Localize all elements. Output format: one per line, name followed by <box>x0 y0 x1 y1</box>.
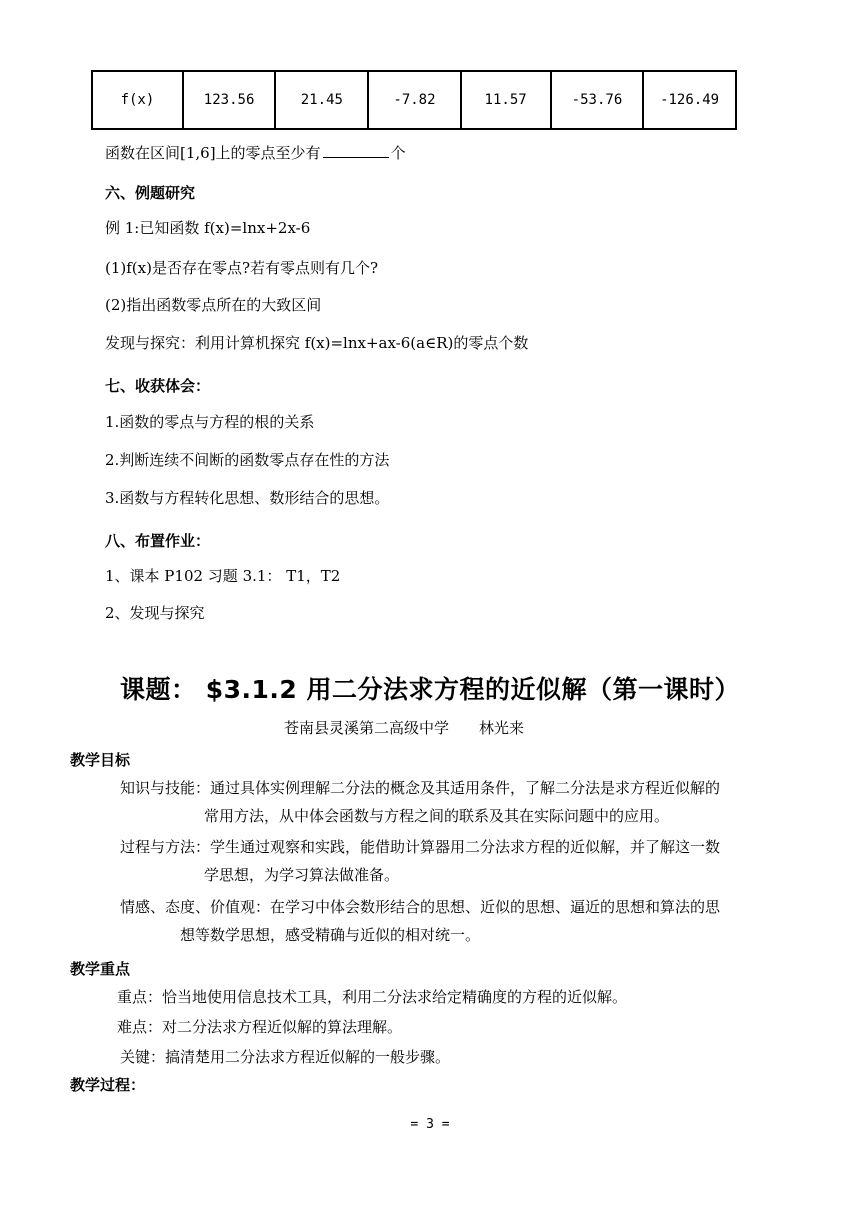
lesson-title: 课题： $3.1.2 用二分法求方程的近似解（第一课时） <box>120 675 740 704</box>
zero-count-question <box>105 138 406 169</box>
summary-line: 3.函数与方程转化思想、数形结合的思想。 <box>105 489 390 507</box>
goal-knowledge-line1: 知识与技能：通过具体实例理解二分法的概念及其适用条件，了解二分法是求方程近似解的 <box>120 779 721 797</box>
goal-emotion-line2: 想等数学思想，感受精确与近似的相对统一。 <box>180 926 481 944</box>
goal-process-line2: 学思想，为学习算法做准备。 <box>204 866 400 884</box>
example-line: 发现与探究：利用计算机探究 f(x)=lnx+ax-6(a∈R)的零点个数 <box>105 334 529 352</box>
table-cell: -53.76 <box>551 71 643 129</box>
answer-blank <box>323 143 389 158</box>
summary-line: 2.判断连续不间断的函数零点存在性的方法 <box>105 451 390 469</box>
section-heading-summary: 七、收获体会： <box>105 377 211 395</box>
table-row <box>92 71 736 129</box>
key-point-difficulty: 难点：对二分法求方程近似解的算法理解。 <box>117 1018 403 1036</box>
section-heading-examples: 六、例题研究 <box>105 184 196 202</box>
goal-emotion-line1: 情感、态度、价值观：在学习中体会数形结合的思想、近似的思想、逼近的思想和算法的思 <box>120 898 721 916</box>
zero-question-text: 函数在区间[1,6]上的零点至少有 <box>105 144 321 162</box>
goals-heading: 教学目标 <box>70 751 131 769</box>
lesson-author: 苍南县灵溪第二高级中学 林光来 <box>284 719 525 737</box>
key-points-heading: 教学重点 <box>70 960 131 978</box>
table-cell: 21.45 <box>275 71 368 129</box>
key-point-focus: 重点：恰当地使用信息技术工具，利用二分法求给定精确度的方程的近似解。 <box>117 988 628 1006</box>
teaching-process-heading: 教学过程： <box>70 1076 146 1094</box>
table-cell: f(x) <box>92 71 183 129</box>
goal-knowledge-line2: 常用方法，从中体会函数与方程之间的联系及其在实际问题中的应用。 <box>204 807 670 825</box>
table-cell: 11.57 <box>461 71 551 129</box>
goal-process-line1: 过程与方法：学生通过观察和实践，能借助计算器用二分法求方程的近似解，并了解这一数 <box>120 838 721 856</box>
homework-line: 2、发现与探究 <box>105 604 205 622</box>
example-line: 例 1:已知函数 f(x)=lnx+2x-6 <box>105 219 311 237</box>
function-value-table <box>91 70 737 130</box>
example-line: (1)f(x)是否存在零点?若有零点则有几个? <box>105 259 379 277</box>
page-number: = 3 = <box>410 1117 450 1132</box>
table-cell: -7.82 <box>368 71 460 129</box>
table-cell: 123.56 <box>183 71 275 129</box>
zero-question-unit: 个 <box>390 144 406 162</box>
example-line: (2)指出函数零点所在的大致区间 <box>105 296 322 314</box>
homework-line: 1、课本 P102 习题 3.1： T1，T2 <box>105 567 341 585</box>
key-point-key: 关键：搞清楚用二分法求方程近似解的一般步骤。 <box>120 1048 451 1066</box>
section-heading-homework: 八、布置作业： <box>105 532 211 550</box>
table-cell: -126.49 <box>643 71 736 129</box>
summary-line: 1.函数的零点与方程的根的关系 <box>105 413 315 431</box>
